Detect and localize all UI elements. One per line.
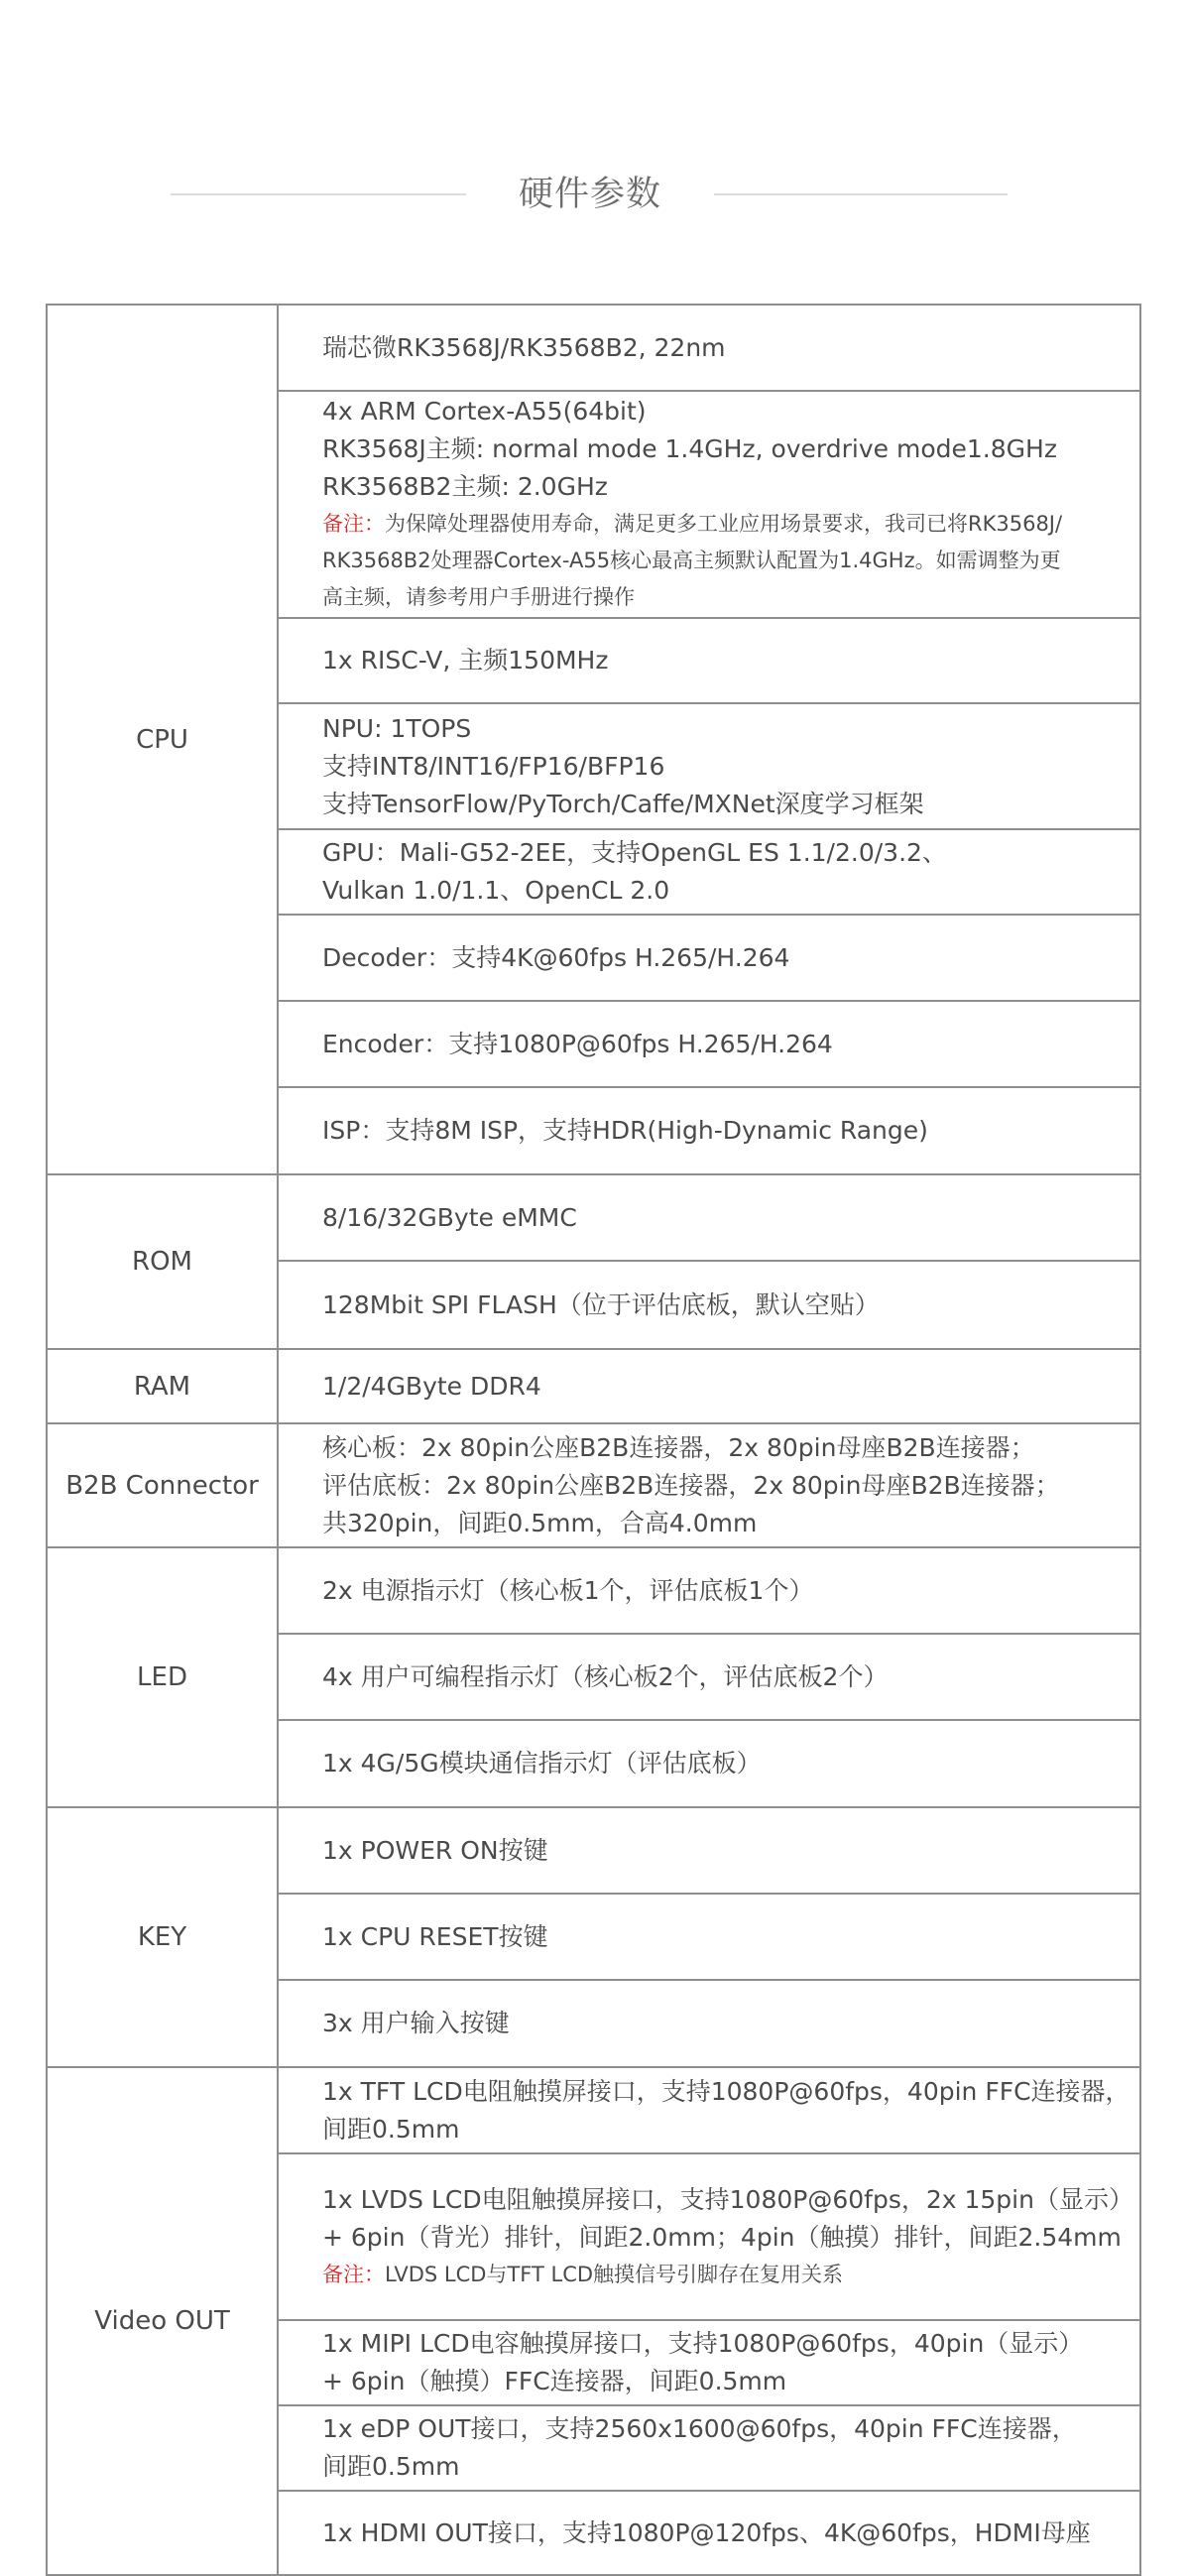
spec-text: 4x ARM Cortex-A55(64bit) bbox=[322, 397, 647, 426]
heading-divider-left bbox=[171, 193, 466, 195]
spec-rows bbox=[279, 1548, 1139, 1806]
spec-row bbox=[279, 1981, 1139, 2066]
spec-rows bbox=[279, 1424, 1139, 1546]
spec-row bbox=[279, 1424, 1139, 1546]
spec-text: 1x 4G/5G模块通信指示灯（评估底板） bbox=[322, 1749, 762, 1778]
spec-row bbox=[279, 2492, 1141, 2574]
spec-section-b2b-connector bbox=[48, 1424, 1139, 1548]
spec-rows bbox=[279, 1808, 1139, 2066]
spec-row bbox=[279, 1721, 1139, 1806]
spec-text: 1x MIPI LCD电容触摸屏接口，支持1080P@60fps，40pin（显示） bbox=[322, 2329, 1084, 2358]
spec-row bbox=[279, 1548, 1139, 1635]
spec-text: GPU：Mali-G52-2EE，支持OpenGL ES 1.1/2.0/3.2、 bbox=[322, 838, 947, 867]
spec-text: 核心板：2x 80pin公座B2B连接器，2x 80pin母座B2B连接器； bbox=[322, 1432, 1035, 1462]
spec-text: Vulkan 1.0/1.1、OpenCL 2.0 bbox=[322, 876, 670, 905]
spec-text: 128Mbit SPI FLASH（位于评估底板，默认空贴） bbox=[322, 1289, 880, 1319]
spec-row bbox=[279, 1088, 1139, 1173]
spec-text: RK3568J主频: normal mode 1.4GHz, overdrive mode1.8GHz bbox=[322, 434, 1057, 463]
spec-rows bbox=[279, 1350, 1139, 1422]
spec-row bbox=[279, 2321, 1141, 2406]
spec-row bbox=[279, 1002, 1139, 1088]
spec-row bbox=[279, 2154, 1141, 2321]
note-prefix: 备注： bbox=[322, 2262, 385, 2286]
spec-row bbox=[279, 1635, 1139, 1721]
spec-row bbox=[279, 704, 1139, 830]
section-heading bbox=[0, 167, 1190, 222]
spec-note bbox=[322, 2257, 1133, 2293]
spec-rows bbox=[279, 1175, 1139, 1348]
spec-section-video-out bbox=[48, 2068, 1139, 2574]
note-text: LVDS LCD与TFT LCD触摸信号引脚存在复用关系 bbox=[385, 2262, 844, 2286]
spec-text: 8/16/32GByte eMMC bbox=[322, 1202, 577, 1232]
spec-text: 4x 用户可编程指示灯（核心板2个，评估底板2个） bbox=[322, 1661, 889, 1691]
spec-text: + 6pin（背光）排针，间距2.0mm；4pin（触摸）排针，间距2.54mm bbox=[322, 2222, 1122, 2252]
spec-category-label: KEY bbox=[48, 1808, 279, 2066]
spec-text: 1x TFT LCD电阻触摸屏接口，支持1080P@60fps，40pin FFC连接器， bbox=[322, 2076, 1130, 2106]
spec-text: 1x LVDS LCD电阻触摸屏接口，支持1080P@60fps，2x 15pin（显示） bbox=[322, 2184, 1133, 2214]
spec-text: NPU: 1TOPS bbox=[322, 713, 472, 743]
spec-section-rom bbox=[48, 1175, 1139, 1350]
spec-rows bbox=[279, 306, 1139, 1173]
page-title: 硬件参数 bbox=[518, 175, 661, 214]
spec-row bbox=[279, 1175, 1139, 1262]
spec-text: 1x RISC-V, 主频150MHz bbox=[322, 646, 609, 675]
spec-row bbox=[279, 2068, 1141, 2154]
spec-category-label: CPU bbox=[48, 306, 279, 1173]
spec-row bbox=[279, 830, 1139, 916]
spec-note bbox=[322, 543, 1131, 579]
spec-row bbox=[279, 2406, 1141, 2492]
spec-row bbox=[279, 1350, 1139, 1422]
spec-section-cpu bbox=[48, 306, 1139, 1175]
spec-row bbox=[279, 392, 1139, 619]
spec-row bbox=[279, 1262, 1139, 1348]
spec-category-label: RAM bbox=[48, 1350, 279, 1422]
spec-text: 评估底板：2x 80pin公座B2B连接器，2x 80pin母座B2B连接器； bbox=[322, 1470, 1060, 1500]
spec-category-label: ROM bbox=[48, 1175, 279, 1348]
spec-text: 1x CPU RESET按键 bbox=[322, 1921, 548, 1951]
spec-text: ISP：支持8M ISP，支持HDR(High-Dynamic Range) bbox=[322, 1116, 928, 1145]
spec-category-label: Video OUT bbox=[48, 2068, 279, 2574]
spec-text: 间距0.5mm bbox=[322, 2452, 460, 2481]
spec-text: 支持TensorFlow/PyTorch/Caffe/MXNet深度学习框架 bbox=[322, 789, 924, 818]
spec-category-label: LED bbox=[48, 1548, 279, 1806]
note-text: 为保障处理器使用寿命，满足更多工业应用场景要求，我司已将RK3568J/ bbox=[385, 512, 1063, 536]
spec-text: 共320pin，间距0.5mm，合高4.0mm bbox=[322, 1508, 758, 1537]
spec-section-led bbox=[48, 1548, 1139, 1808]
spec-text: 1x eDP OUT接口，支持2560x1600@60fps，40pin FFC连接器， bbox=[322, 2414, 1077, 2443]
spec-text: RK3568B2主频: 2.0GHz bbox=[322, 472, 608, 501]
spec-text: 1x HDMI OUT接口，支持1080P@120fps、4K@60fps，HDMI母座 bbox=[322, 2517, 1091, 2547]
spec-row bbox=[279, 916, 1139, 1002]
hardware-spec-table bbox=[46, 304, 1141, 2576]
spec-note bbox=[322, 506, 1131, 543]
spec-text: 3x 用户输入按键 bbox=[322, 2009, 510, 2037]
heading-divider-right bbox=[714, 193, 1008, 195]
spec-section-key bbox=[48, 1808, 1139, 2068]
spec-rows bbox=[279, 2068, 1141, 2574]
spec-text: + 6pin（触摸）FFC连接器，间距0.5mm bbox=[322, 2367, 787, 2395]
spec-text: 1x POWER ON按键 bbox=[322, 1835, 548, 1865]
spec-text: 2x 电源指示灯（核心板1个，评估底板1个） bbox=[322, 1575, 814, 1605]
spec-row bbox=[279, 1808, 1139, 1895]
spec-section-ram bbox=[48, 1350, 1139, 1424]
spec-category-label: B2B Connector bbox=[48, 1424, 279, 1546]
spec-text: 瑞芯微RK3568J/RK3568B2, 22nm bbox=[322, 332, 726, 362]
spec-row bbox=[279, 1895, 1139, 1981]
spec-text: 支持INT8/INT16/FP16/BFP16 bbox=[322, 751, 665, 781]
spec-text: Decoder：支持4K@60fps H.265/H.264 bbox=[322, 942, 790, 972]
spec-text: Encoder：支持1080P@60fps H.265/H.264 bbox=[322, 1029, 833, 1058]
spec-row bbox=[279, 619, 1139, 704]
spec-note bbox=[322, 579, 1131, 616]
spec-text: 间距0.5mm bbox=[322, 2114, 460, 2144]
spec-text: 1/2/4GByte DDR4 bbox=[322, 1371, 541, 1401]
note-prefix: 备注： bbox=[322, 512, 385, 536]
note-text: RK3568B2处理器Cortex-A55核心最高主频默认配置为1.4GHz。如需调整为更 bbox=[322, 549, 1061, 572]
note-text: 高主频，请参考用户手册进行操作 bbox=[322, 585, 635, 609]
spec-row bbox=[279, 306, 1139, 392]
